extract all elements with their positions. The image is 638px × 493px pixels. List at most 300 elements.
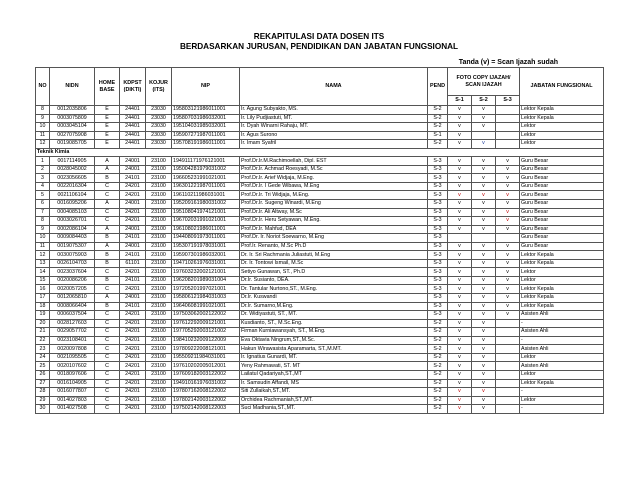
cell-s3: v (496, 174, 520, 183)
cell-no: 11 (36, 242, 50, 251)
cell-s3 (496, 319, 520, 328)
cell-jabatan: - (520, 405, 604, 414)
cell-s2: v (472, 251, 496, 260)
cell-s2: v (472, 208, 496, 217)
cell-nip: 194910161976031002 (172, 379, 240, 388)
cell-no: 8 (36, 106, 50, 115)
table-row (36, 336, 604, 345)
cell-s3: v (496, 191, 520, 200)
cell-kdpst: 24001 (120, 157, 146, 166)
cell-homebase: C (95, 208, 120, 217)
cell-s2: v (472, 276, 496, 285)
cell-no: 18 (36, 302, 50, 311)
cell-no: 15 (36, 276, 50, 285)
cell-homebase: C (95, 182, 120, 191)
cell-s2: v (472, 302, 496, 311)
cell-nama: Hakun Wirawasista Aparamarta, ST.,M.MT. (240, 345, 428, 354)
cell-nidn: 0003075809 (50, 114, 95, 123)
cell-no: 19 (36, 311, 50, 320)
cell-nama: Suci Madhania,ST.,MT. (240, 405, 428, 414)
table-row (36, 251, 604, 260)
table-row (36, 165, 604, 174)
cell-nidn: 0026104703 (50, 259, 95, 268)
cell-no: 20 (36, 319, 50, 328)
cell-jabatan: Lektor Kepala (520, 379, 604, 388)
cell-no: 7 (36, 208, 50, 217)
cell-pend: S-3 (428, 285, 448, 294)
cell-pend: S-2 (428, 336, 448, 345)
cell-jabatan: Guru Besar (520, 225, 604, 234)
table-row (36, 396, 604, 405)
cell-s3 (496, 336, 520, 345)
cell-s1: v (448, 362, 472, 371)
cell-kojur: 23100 (146, 319, 172, 328)
cell-nidn: 0012035806 (50, 106, 95, 115)
cell-s1: v (448, 200, 472, 209)
cell-jabatan: Lektor Kepala (520, 302, 604, 311)
cell-jabatan: Lektor (520, 353, 604, 362)
cell-s1: v (448, 114, 472, 123)
cell-jabatan: Guru Besar (520, 157, 604, 166)
cell-no: 21 (36, 328, 50, 337)
cell-pend: S-3 (428, 311, 448, 320)
cell-jabatan: Lektor (520, 396, 604, 405)
cell-s3 (496, 106, 520, 115)
cell-jabatan: Asisten Ahli (520, 362, 604, 371)
cell-s3 (496, 379, 520, 388)
cell-no: 1 (36, 157, 50, 166)
cell-nama: Dr.Ir. Sumarno,M.Eng. (240, 302, 428, 311)
cell-no: 13 (36, 259, 50, 268)
cell-homebase: C (95, 396, 120, 405)
cell-nama: Yeny Rahmawati, ST. MT (240, 362, 428, 371)
cell-pend: S-2 (428, 106, 448, 115)
cell-kdpst: 24201 (120, 268, 146, 277)
table-row (36, 405, 604, 414)
col-s2: S-2 (472, 96, 496, 106)
cell-s2: v (472, 200, 496, 209)
cell-nidn: 0016104905 (50, 379, 95, 388)
cell-jabatan: Guru Besar (520, 174, 604, 183)
cell-pend: S-3 (428, 242, 448, 251)
cell-jabatan: Lektor (520, 140, 604, 149)
table-row (36, 106, 604, 115)
cell-kojur: 23100 (146, 362, 172, 371)
table-row (36, 225, 604, 234)
cell-nama: Prof.Dr.Ir. Achmad Roesyadi, M.Sc (240, 165, 428, 174)
cell-s3 (496, 345, 520, 354)
cell-nip: 195803121986011001 (172, 106, 240, 115)
cell-kojur: 23100 (146, 276, 172, 285)
cell-s2: v (472, 319, 496, 328)
cell-s3 (496, 328, 520, 337)
cell-jabatan: Lektor (520, 131, 604, 140)
cell-s2: v (472, 114, 496, 123)
table-row (36, 319, 604, 328)
cell-no: 17 (36, 294, 50, 303)
cell-s2: v (472, 259, 496, 268)
cell-homebase: C (95, 217, 120, 226)
cell-s3: v (496, 208, 520, 217)
cell-nip: 195004281979031002 (172, 165, 240, 174)
cell-kojur: 23100 (146, 217, 172, 226)
cell-nip: 197503062002122002 (172, 311, 240, 320)
col-kojur: KOJUR (ITS) (146, 68, 172, 106)
cell-no: 6 (36, 200, 50, 209)
cell-s1: v (448, 294, 472, 303)
cell-s1: v (448, 302, 472, 311)
cell-s1: v (448, 157, 472, 166)
cell-homebase: E (95, 114, 120, 123)
cell-jabatan: Guru Besar (520, 200, 604, 209)
cell-nama: Prof.Dr.Ir. Sugeng Winardi, M.Eng (240, 200, 428, 209)
cell-pend: S-3 (428, 302, 448, 311)
cell-s2: v (472, 174, 496, 183)
table-row (36, 114, 604, 123)
cell-nip: 194408091973011001 (172, 234, 240, 243)
cell-jabatan: Guru Besar (520, 182, 604, 191)
cell-s3: v (496, 302, 520, 311)
cell-nama: Ir. Imam Syafril (240, 140, 428, 149)
cell-s2: v (472, 165, 496, 174)
cell-s2: v (472, 217, 496, 226)
cell-pend: S-3 (428, 165, 448, 174)
cell-s3 (496, 388, 520, 397)
cell-pend: S-3 (428, 259, 448, 268)
cell-kdpst: 24201 (120, 336, 146, 345)
cell-nidn: 0018097606 (50, 370, 95, 379)
cell-nip: 195104031985032001 (172, 123, 240, 132)
cell-s1: v (448, 106, 472, 115)
table-row (36, 234, 604, 243)
cell-nip: 197603232002121001 (172, 268, 240, 277)
cell-no: 25 (36, 362, 50, 371)
cell-nip: 195509211984031001 (172, 353, 240, 362)
cell-s1: v (448, 131, 472, 140)
cell-homebase: C (95, 336, 120, 345)
cell-nama: Dr. Tantular Nurtono,ST., M.Eng. (240, 285, 428, 294)
cell-s2: v (472, 379, 496, 388)
cell-nip: 195807031986032001 (172, 114, 240, 123)
page-subtitle: BERDASARKAN JURUSAN, PENDIDIKAN DAN JABATAN FUNGSIONAL (179, 42, 459, 51)
cell-jabatan: - (520, 388, 604, 397)
cell-nidn: 0016095206 (50, 200, 95, 209)
cell-kdpst: 61101 (120, 259, 146, 268)
cell-nama: Ir. Ignatius Gunardi, MT. (240, 353, 428, 362)
cell-nidn: 0029057702 (50, 328, 95, 337)
cell-s1: v (448, 370, 472, 379)
cell-homebase: A (95, 157, 120, 166)
cell-no: 16 (36, 285, 50, 294)
cell-pend: S-3 (428, 174, 448, 183)
cell-s2: v (472, 285, 496, 294)
cell-s3 (496, 370, 520, 379)
cell-nip: 197205201997021001 (172, 285, 240, 294)
cell-homebase: C (95, 311, 120, 320)
cell-kdpst: 24201 (120, 217, 146, 226)
cell-kojur: 23100 (146, 268, 172, 277)
cell-s1: v (448, 182, 472, 191)
cell-kojur: 23030 (146, 106, 172, 115)
cell-nama: Setiyo Gunawan, ST., Ph.D (240, 268, 428, 277)
cell-kdpst: 24401 (120, 123, 146, 132)
cell-nama: Ir. Agung Subyakto, MS. (240, 106, 428, 115)
cell-nip: 195108041974121001 (172, 208, 240, 217)
cell-kojur: 23100 (146, 294, 172, 303)
cell-nip: 195708191986011001 (172, 140, 240, 149)
cell-homebase: C (95, 353, 120, 362)
table-row (36, 200, 604, 209)
cell-pend: S-2 (428, 370, 448, 379)
cell-s3 (496, 114, 520, 123)
table-row (36, 388, 604, 397)
cell-s3: v (496, 294, 520, 303)
cell-no: 29 (36, 396, 50, 405)
cell-nip: 197809222008121001 (172, 345, 240, 354)
cell-kojur: 23100 (146, 396, 172, 405)
cell-s3: v (496, 311, 520, 320)
cell-nidn: 0028045002 (50, 165, 95, 174)
cell-kojur: 23030 (146, 131, 172, 140)
cell-pend: S-2 (428, 114, 448, 123)
cell-pend: S-3 (428, 217, 448, 226)
table-row (36, 345, 604, 354)
cell-nip: 197609182003122002 (172, 370, 240, 379)
cell-s1: v (448, 174, 472, 183)
cell-nip: 196301221987011001 (172, 182, 240, 191)
cell-kdpst: 24201 (120, 370, 146, 379)
col-no: NO (36, 68, 50, 106)
cell-nidn: 0023037604 (50, 268, 95, 277)
cell-nama: Ir. Dyah Winarni Rahaju, MT. (240, 123, 428, 132)
cell-kdpst: 24201 (120, 182, 146, 191)
table-row (36, 157, 604, 166)
cell-nama: Dr.Ir. Susianto, DEA. (240, 276, 428, 285)
cell-pend: S-3 (428, 251, 448, 260)
cell-nip: 198410232009122009 (172, 336, 240, 345)
cell-s2: v (472, 370, 496, 379)
cell-nidn: 0021106104 (50, 191, 95, 200)
cell-kojur: 23030 (146, 114, 172, 123)
cell-nama: Siti Zullaikah,ST.,MT. (240, 388, 428, 397)
cell-kdpst: 24101 (120, 234, 146, 243)
cell-pend: S-2 (428, 379, 448, 388)
cell-s2: v (472, 396, 496, 405)
cell-s2: v (472, 311, 496, 320)
cell-nip: 197705292003121002 (172, 328, 240, 337)
cell-s3 (496, 234, 520, 243)
cell-nip: 196110211986031001 (172, 191, 240, 200)
cell-s2: v (472, 140, 496, 149)
cell-nama: Lailatul Qadariyah,ST.,MT (240, 370, 428, 379)
col-s1: S-1 (448, 96, 472, 106)
cell-kojur: 23100 (146, 285, 172, 294)
cell-s1: v (448, 165, 472, 174)
cell-s1: v (448, 251, 472, 260)
cell-kdpst: 24101 (120, 251, 146, 260)
cell-nip: 197612292009121001 (172, 319, 240, 328)
cell-pend: S-3 (428, 200, 448, 209)
cell-kdpst: 24401 (120, 106, 146, 115)
cell-jabatan: Guru Besar (520, 208, 604, 217)
cell-s2: v (472, 353, 496, 362)
col-foto-ijazah: FOTO COPY IJAZAH/ SCAN IJAZAH (448, 68, 520, 96)
cell-nip: 196406081991021001 (172, 302, 240, 311)
cell-kdpst: 24201 (120, 353, 146, 362)
cell-nidn: 0008066404 (50, 302, 95, 311)
cell-nama: Kusdianto, ST., M.Sc.Eng. (240, 319, 428, 328)
table-row (36, 242, 604, 251)
cell-jabatan: Lektor (520, 123, 604, 132)
cell-pend: S-1 (428, 131, 448, 140)
cell-nama: Orchidea Rachmaniah,ST.,MT. (240, 396, 428, 405)
cell-s2: v (472, 191, 496, 200)
cell-nidn: 0021095505 (50, 353, 95, 362)
cell-s3 (496, 396, 520, 405)
cell-s2: v (472, 182, 496, 191)
cell-no: 2 (36, 165, 50, 174)
col-nip: NIP (172, 68, 240, 106)
cell-nidn: 0017114905 (50, 157, 95, 166)
cell-nidn: 0019075307 (50, 242, 95, 251)
table-header (36, 68, 604, 106)
cell-homebase: B (95, 234, 120, 243)
cell-s1: v (448, 140, 472, 149)
cell-homebase: A (95, 225, 120, 234)
cell-no: 24 (36, 353, 50, 362)
cell-kdpst: 24001 (120, 225, 146, 234)
cell-nidn: 0002086104 (50, 225, 95, 234)
cell-s1: v (448, 276, 472, 285)
section-teknik-kimia (36, 148, 604, 157)
cell-kojur: 23100 (146, 311, 172, 320)
cell-nidn: 0028127603 (50, 319, 95, 328)
dosen-table (35, 67, 604, 414)
cell-pend: S-2 (428, 345, 448, 354)
cell-homebase: B (95, 259, 120, 268)
table-row (36, 302, 604, 311)
cell-nip: 196702031991021001 (172, 217, 240, 226)
cell-s3: v (496, 268, 520, 277)
cell-nidn: 0004085103 (50, 208, 95, 217)
cell-kdpst: 24401 (120, 114, 146, 123)
cell-nidn: 0020057205 (50, 285, 95, 294)
cell-homebase: C (95, 328, 120, 337)
cell-pend: S-2 (428, 328, 448, 337)
cell-jabatan: Asisten Ahli (520, 328, 604, 337)
cell-s2: v (472, 268, 496, 277)
table-row (36, 370, 604, 379)
cell-nama: Dr. Widiyastuti, ST., MT. (240, 311, 428, 320)
cell-nidn: 0027075908 (50, 131, 95, 140)
cell-homebase: C (95, 285, 120, 294)
cell-no: 28 (36, 388, 50, 397)
cell-s2: v (472, 345, 496, 354)
cell-s1: v (448, 345, 472, 354)
cell-nip: 197807162008122002 (172, 388, 240, 397)
cell-s2: v (472, 388, 496, 397)
cell-s2: v (472, 123, 496, 132)
cell-kdpst: 24201 (120, 311, 146, 320)
cell-no: 3 (36, 174, 50, 183)
cell-jabatan: Lektor Kepala (520, 114, 604, 123)
cell-s3: v (496, 276, 520, 285)
cell-no: 4 (36, 182, 50, 191)
cell-nama: Prof.Dr.Ir.M.Rachimoellah, Dipl. EST (240, 157, 428, 166)
cell-s3: v (496, 182, 520, 191)
cell-s2 (472, 131, 496, 140)
cell-kdpst: 24001 (120, 294, 146, 303)
cell-homebase: E (95, 131, 120, 140)
cell-s1: v (448, 225, 472, 234)
cell-s3: v (496, 225, 520, 234)
cell-kojur: 23100 (146, 157, 172, 166)
table-row (36, 353, 604, 362)
cell-jabatan: Lektor Kepala (520, 259, 604, 268)
cell-kojur: 23100 (146, 353, 172, 362)
cell-s2: v (472, 362, 496, 371)
cell-kdpst: 24201 (120, 388, 146, 397)
section-label: Teknik Kimia (36, 148, 604, 157)
cell-kdpst: 24201 (120, 396, 146, 405)
cell-kojur: 23100 (146, 200, 172, 209)
cell-s1: v (448, 191, 472, 200)
table-row (36, 140, 604, 149)
cell-s1: v (448, 285, 472, 294)
cell-s3: v (496, 259, 520, 268)
cell-pend: S-2 (428, 353, 448, 362)
legend-note: Tanda (v) = Scan Ijazah sudah (458, 59, 558, 66)
table-row (36, 362, 604, 371)
cell-pend: S-2 (428, 319, 448, 328)
cell-nip: 195907301986032001 (172, 251, 240, 260)
cell-nidn: 0030075903 (50, 251, 95, 260)
cell-jabatan: Lektor Kepala (520, 106, 604, 115)
cell-kojur: 23100 (146, 165, 172, 174)
cell-nip: 196108021986011001 (172, 225, 240, 234)
cell-s1: v (448, 268, 472, 277)
table-row (36, 131, 604, 140)
cell-kdpst: 24001 (120, 242, 146, 251)
cell-s1: v (448, 259, 472, 268)
table-row (36, 208, 604, 217)
col-kdpst: KDPST (DIKTI) (120, 68, 146, 106)
cell-nama: Dr. Ir. Tontowi Ismail, M.Sc (240, 259, 428, 268)
cell-homebase: C (95, 362, 120, 371)
cell-kojur: 23030 (146, 123, 172, 132)
cell-kdpst: 24201 (120, 328, 146, 337)
cell-homebase: C (95, 191, 120, 200)
cell-nip: 197610202005012001 (172, 362, 240, 371)
cell-nip: 195907271987011001 (172, 131, 240, 140)
cell-s3 (496, 131, 520, 140)
cell-s3: v (496, 242, 520, 251)
cell-homebase: C (95, 388, 120, 397)
cell-kojur: 23100 (146, 242, 172, 251)
cell-homebase: E (95, 140, 120, 149)
cell-kdpst: 24201 (120, 362, 146, 371)
table-row (36, 379, 604, 388)
cell-s1 (448, 234, 472, 243)
cell-homebase: A (95, 294, 120, 303)
cell-nama: Prof.Dr.Ir. Arief Widjaja, M.Eng. (240, 174, 428, 183)
section-row (36, 148, 604, 157)
cell-s2: v (472, 336, 496, 345)
cell-homebase: B (95, 276, 120, 285)
cell-nidn: 0003045104 (50, 123, 95, 132)
cell-jabatan: Lektor (520, 370, 604, 379)
table-row (36, 123, 604, 132)
